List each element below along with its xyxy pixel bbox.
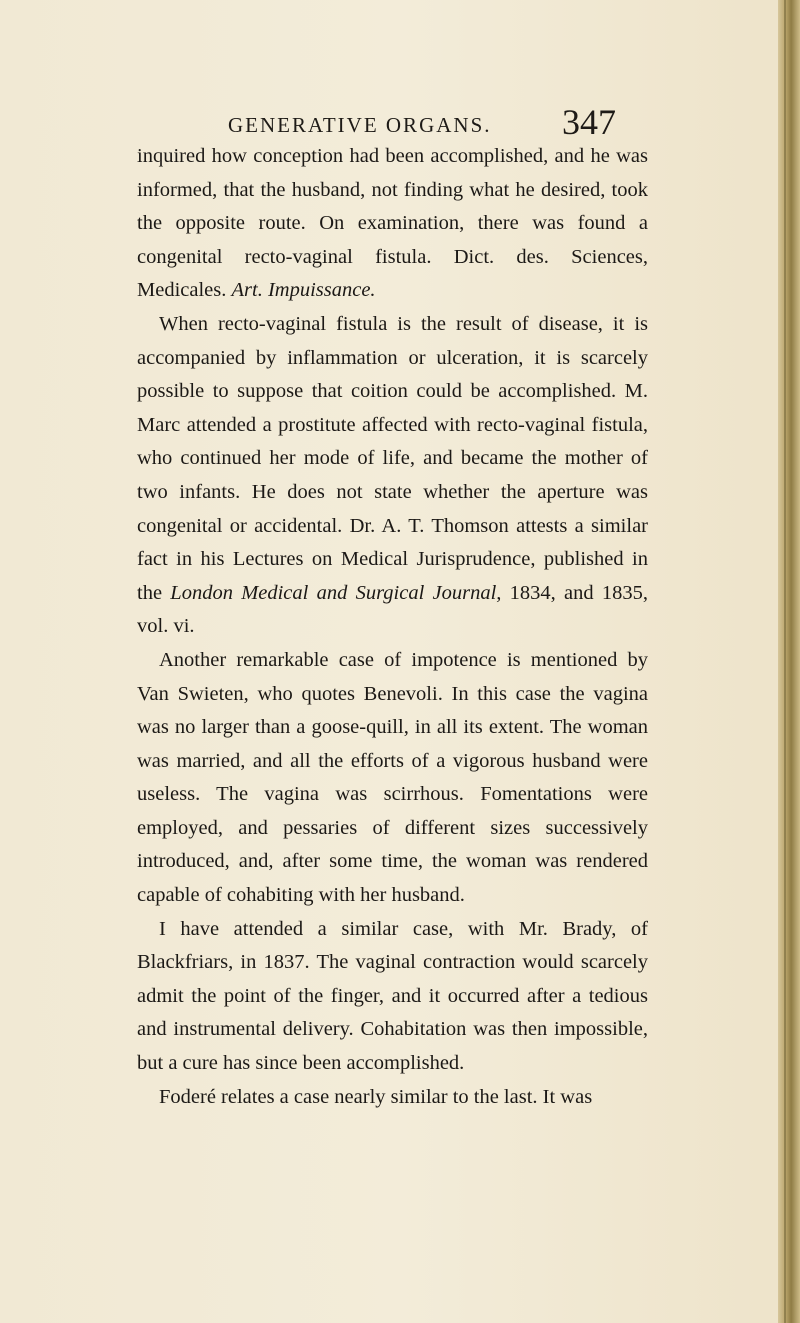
text-segment: Foderé relates a case nearly similar to the last. It was [159,1085,593,1108]
body-text [137,140,648,1114]
binding-shadow [784,0,786,1323]
italic-reference: Art. Impuissance. [231,279,376,302]
text-segment: inquired how conception had been accomplished, and he was informed, that the husband, not finding what he desired, took the opposite route. On examination, there was found a congenital recto-vaginal fistula. Dict. des. Sciences, Medicales. [137,145,648,302]
paragraph-2 [137,308,648,644]
page-number: 347 [562,102,616,142]
paragraph-1 [137,140,648,308]
book-spine-edge [778,0,800,1323]
text-segment: I have attended a similar case, with Mr. Brady, of Blackfriars, in 1837. The vaginal contraction would scarcely admit the point of the finger, and it occurred after a tedious and instrumental delivery. Cohabitation was then impossible, but a cure has since been accomplished. [137,917,648,1075]
paragraph-4 [137,913,648,1081]
running-head: GENERATIVE ORGANS. [228,113,492,137]
italic-journal-title: London Medical and Surgical Journal, [170,581,502,604]
text-segment: Another remarkable case of impotence is mentioned by Van Swieten, who quotes Benevoli. In this case the vagina was no larger than a goose-quill, in all its extent. The woman was married, and all the efforts of a vigorous husband were useless. The vagina was scirrhous. Fomentations were employed, and pessaries of different sizes successively introduced, and, after some time, the woman was rendered capable of cohabiting with her husband. [137,648,648,907]
text-segment: When recto-vaginal fistula is the result of disease, it is accompanied by inflammation or ulceration, it is scarcely possible to suppose that coition could be accomplished. M. Marc attended a prostitute affected with recto-vaginal fistula, who continued her mode of life, and became the mother of two infants. He does not state whether the aperture was congenital or accidental. Dr. A. T. Thomson attests a similar fact in his Lectures on Medical Jurisprudence, published in the [137,312,648,604]
text-segment: 1834, and 1835, vol. vi. [137,581,649,638]
paragraph-5 [137,1081,648,1115]
paragraph-3 [137,644,648,913]
